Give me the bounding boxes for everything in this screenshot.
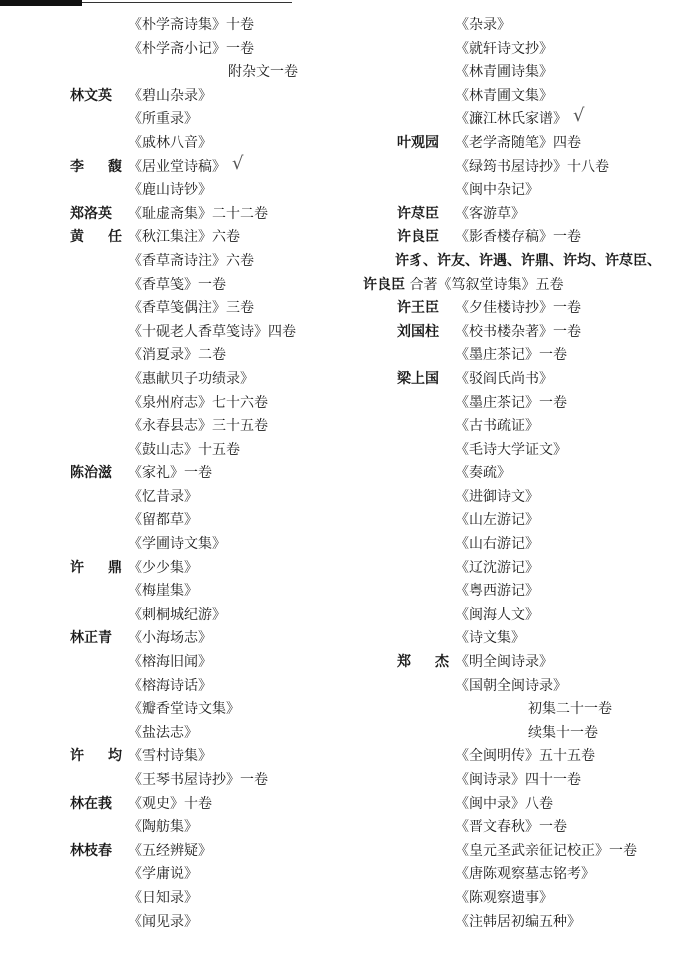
entry-row — [345, 840, 690, 864]
author-name: 刘国柱 — [397, 323, 439, 340]
entry-row — [345, 604, 690, 628]
work-title: 《瓣香堂诗文集》 — [128, 701, 240, 718]
work-title: 《毛诗大学证文》 — [455, 441, 567, 458]
work-title: 《碧山杂录》 — [128, 87, 212, 104]
author-name: 叶观园 — [397, 134, 439, 151]
entry-row — [0, 816, 345, 840]
entry-row — [0, 132, 345, 156]
entry-row — [345, 85, 690, 109]
author-name: 许荩臣 — [397, 205, 439, 222]
entry-row — [0, 297, 345, 321]
coauthor-list: 许豸、许友、许遇、许鼎、许均、许荩臣、 — [395, 252, 661, 269]
work-title: 《诗文集》 — [455, 630, 525, 647]
entry-row — [0, 439, 345, 463]
entry-row — [0, 368, 345, 392]
entry-row — [345, 651, 690, 675]
entry-row — [345, 486, 690, 510]
work-title: 《香草笺》一卷 — [128, 276, 226, 293]
entry-row — [0, 152, 345, 180]
entry-row — [0, 321, 345, 345]
author-name: 郑洛英 — [70, 205, 112, 222]
work-title: 《五经辨疑》 — [128, 842, 212, 859]
work-title: 《消夏录》二卷 — [128, 347, 226, 364]
entry-row — [345, 415, 690, 439]
work-title: 《就轩诗文抄》 — [455, 40, 553, 57]
work-title: 《唐陈观察墓志铭考》 — [455, 866, 595, 883]
author-name: 许 鼎 — [70, 559, 122, 576]
entry-row — [345, 321, 690, 345]
entry-row — [345, 462, 690, 486]
work-title: 《闽诗录》四十一卷 — [455, 772, 581, 788]
work-title: 《学圃诗文集》 — [128, 536, 226, 553]
work-title: 《秋江集注》六卷 — [128, 229, 240, 246]
work-title: 《耻虚斋集》二十二卷 — [128, 205, 268, 222]
work-title: 《国朝全闽诗录》 — [455, 677, 567, 694]
author-name: 陈治滋 — [70, 465, 112, 482]
work-title: 《朴学斋诗集》十卷 — [128, 17, 254, 33]
work-title: 《泉州府志》七十六卷 — [128, 394, 268, 411]
top-bar-mark — [0, 0, 82, 6]
work-title: 《古书疏证》 — [455, 418, 539, 435]
author-name: 林文英 — [70, 87, 112, 104]
work-title: 《闽中杂记》 — [455, 182, 539, 199]
entry-row — [345, 203, 690, 227]
work-title: 《闽海人文》 — [455, 606, 539, 623]
entry-row — [0, 745, 345, 769]
author-name: 梁上国 — [397, 370, 439, 387]
coauthor-line — [363, 274, 563, 298]
work-title: 《十砚老人香草笺诗》四卷 — [128, 323, 296, 340]
work-title: 《注韩居初编五种》 — [455, 913, 581, 930]
entry-row — [0, 533, 345, 557]
work-title: 《陈观察遗事》 — [455, 889, 553, 906]
work-title: 《老学斋随笔》四卷 — [455, 134, 581, 151]
work-title: 《忆昔录》 — [128, 488, 198, 505]
entry-row — [345, 439, 690, 463]
author-name: 李 馥 — [70, 158, 122, 175]
work-title: 《客游草》 — [455, 205, 525, 222]
entry-row — [345, 226, 690, 250]
entry-row — [0, 179, 345, 203]
entry-row — [345, 580, 690, 604]
work-title: 《王琴书屋诗抄》一卷 — [128, 772, 268, 788]
entry-row — [0, 274, 345, 298]
entry-row — [345, 533, 690, 557]
work-title: 《梅崖集》 — [128, 583, 198, 600]
work-title: 《惠献贝子功绩录》 — [128, 370, 254, 387]
entry-row — [345, 132, 690, 156]
author-name: 许良臣 — [397, 229, 439, 246]
work-title: 续集十一卷 — [528, 724, 598, 741]
entry-row — [345, 368, 690, 392]
entry-row — [345, 698, 690, 722]
entry-row — [345, 297, 690, 321]
work-title: 《闻见录》 — [128, 913, 198, 930]
work-title: 《永春县志》三十五卷 — [128, 418, 268, 435]
work-title: 《山左游记》 — [455, 512, 539, 529]
author-name: 林枝春 — [70, 842, 112, 859]
entry-row — [345, 156, 690, 180]
entry-row — [345, 61, 690, 85]
work-title: 《粤西游记》 — [455, 583, 539, 600]
work-title: 《学庸说》 — [128, 866, 198, 883]
entry-row — [345, 392, 690, 416]
work-title: 《香草斋诗注》六卷 — [128, 252, 254, 269]
entry-row — [0, 38, 345, 62]
work-title: 《墨庄茶记》一卷 — [455, 347, 567, 364]
work-title: 《香草笺偶注》三卷 — [128, 300, 254, 317]
entry-row — [0, 627, 345, 651]
work-title: 《小海场志》 — [128, 630, 212, 647]
work-title: 《校书楼杂著》一卷 — [455, 323, 581, 340]
check-mark: √ — [232, 152, 244, 174]
entry-row — [0, 509, 345, 533]
entry-row — [0, 226, 345, 250]
entry-row — [345, 274, 690, 298]
author-name: 许 均 — [70, 748, 122, 765]
work-title: 《辽沈游记》 — [455, 559, 539, 576]
entry-row — [0, 203, 345, 227]
entry-row — [0, 580, 345, 604]
entry-row — [0, 887, 345, 911]
author-name: 许良臣 — [363, 276, 405, 293]
entry-row — [0, 486, 345, 510]
work-title: 《林青圃文集》 — [455, 87, 553, 104]
entry-row — [0, 651, 345, 675]
author-name: 郑 杰 — [397, 654, 449, 671]
entry-row — [0, 250, 345, 274]
left-column — [0, 14, 345, 934]
author-name: 许王臣 — [397, 300, 439, 317]
entry-row — [345, 344, 690, 368]
entry-row — [0, 61, 345, 85]
entry-row — [345, 105, 690, 132]
work-title: 附杂文一卷 — [228, 64, 298, 81]
entry-row — [345, 509, 690, 533]
work-title: 《全闽明传》五十五卷 — [455, 748, 595, 765]
work-title: 《所重录》 — [128, 111, 198, 128]
entry-row — [345, 793, 690, 817]
right-column — [345, 14, 690, 934]
entry-row — [345, 887, 690, 911]
work-title: 《影香楼存稿》一卷 — [455, 229, 581, 246]
work-title: 《林青圃诗集》 — [455, 64, 553, 81]
entry-row — [345, 745, 690, 769]
entry-row — [0, 557, 345, 581]
entry-row — [0, 344, 345, 368]
work-title: 初集二十一卷 — [528, 701, 612, 718]
entry-row — [0, 392, 345, 416]
entry-row — [345, 38, 690, 62]
work-title: 《陶舫集》 — [128, 819, 198, 836]
entry-row — [0, 698, 345, 722]
work-title: 合著《笃叙堂诗集》五卷 — [405, 276, 564, 293]
work-title: 《进御诗文》 — [455, 488, 539, 505]
entry-row — [0, 793, 345, 817]
work-title: 《少少集》 — [128, 559, 198, 576]
work-title: 《榕海诗话》 — [128, 677, 212, 694]
entry-row — [0, 604, 345, 628]
entry-row — [0, 722, 345, 746]
entry-row — [0, 14, 345, 38]
entry-row — [345, 557, 690, 581]
work-title: 《观史》十卷 — [128, 795, 212, 812]
entry-row — [0, 85, 345, 109]
entry-row — [0, 462, 345, 486]
work-title: 《榕海旧闻》 — [128, 654, 212, 671]
work-title: 《明全闽诗录》 — [455, 654, 553, 671]
entry-row — [0, 840, 345, 864]
work-title: 《鹿山诗钞》 — [128, 182, 212, 199]
work-title: 《杂录》 — [455, 17, 511, 33]
entry-row — [345, 179, 690, 203]
entry-row — [0, 415, 345, 439]
entry-row — [0, 675, 345, 699]
work-title: 《驳阎氏尚书》 — [455, 370, 553, 387]
work-title: 《濂江林氏家谱》 — [455, 111, 567, 128]
work-title: 《晋文春秋》一卷 — [455, 819, 567, 836]
entry-row — [0, 863, 345, 887]
top-rule — [82, 2, 292, 3]
work-title: 《日知录》 — [128, 889, 198, 906]
work-title: 《皇元圣武亲征记校正》一卷 — [455, 842, 637, 859]
entry-row — [345, 627, 690, 651]
check-mark: √ — [573, 105, 585, 127]
author-name: 林在莪 — [70, 795, 112, 812]
entry-row — [345, 14, 690, 38]
work-title: 《戚林八音》 — [128, 134, 212, 151]
work-title: 《墨庄茶记》一卷 — [455, 394, 567, 411]
work-title: 《夕佳楼诗抄》一卷 — [455, 300, 581, 317]
entry-row — [0, 108, 345, 132]
entry-row — [345, 769, 690, 793]
work-title: 《绿筠书屋诗抄》十八卷 — [455, 158, 609, 175]
work-title: 《鼓山志》十五卷 — [128, 441, 240, 458]
work-title: 《朴学斋小记》一卷 — [128, 40, 254, 57]
entry-row — [345, 863, 690, 887]
entry-row — [345, 675, 690, 699]
work-title: 《留都草》 — [128, 512, 198, 529]
work-title: 《刺桐城纪游》 — [128, 606, 226, 623]
entry-row — [345, 911, 690, 935]
work-title: 《山右游记》 — [455, 536, 539, 553]
work-title: 《盐法志》 — [128, 724, 198, 741]
work-title: 《家礼》一卷 — [128, 465, 212, 482]
work-title: 《闽中录》八卷 — [455, 795, 553, 812]
work-title: 《雪村诗集》 — [128, 748, 212, 765]
author-name: 黄 任 — [70, 229, 122, 246]
author-name: 林正青 — [70, 630, 112, 647]
entry-row — [345, 816, 690, 840]
entry-row — [345, 250, 690, 274]
work-title: 《居业堂诗稿》 — [128, 158, 226, 175]
entry-row — [0, 769, 345, 793]
entry-row — [0, 911, 345, 935]
work-title: 《奏疏》 — [455, 465, 511, 482]
entry-row — [345, 722, 690, 746]
